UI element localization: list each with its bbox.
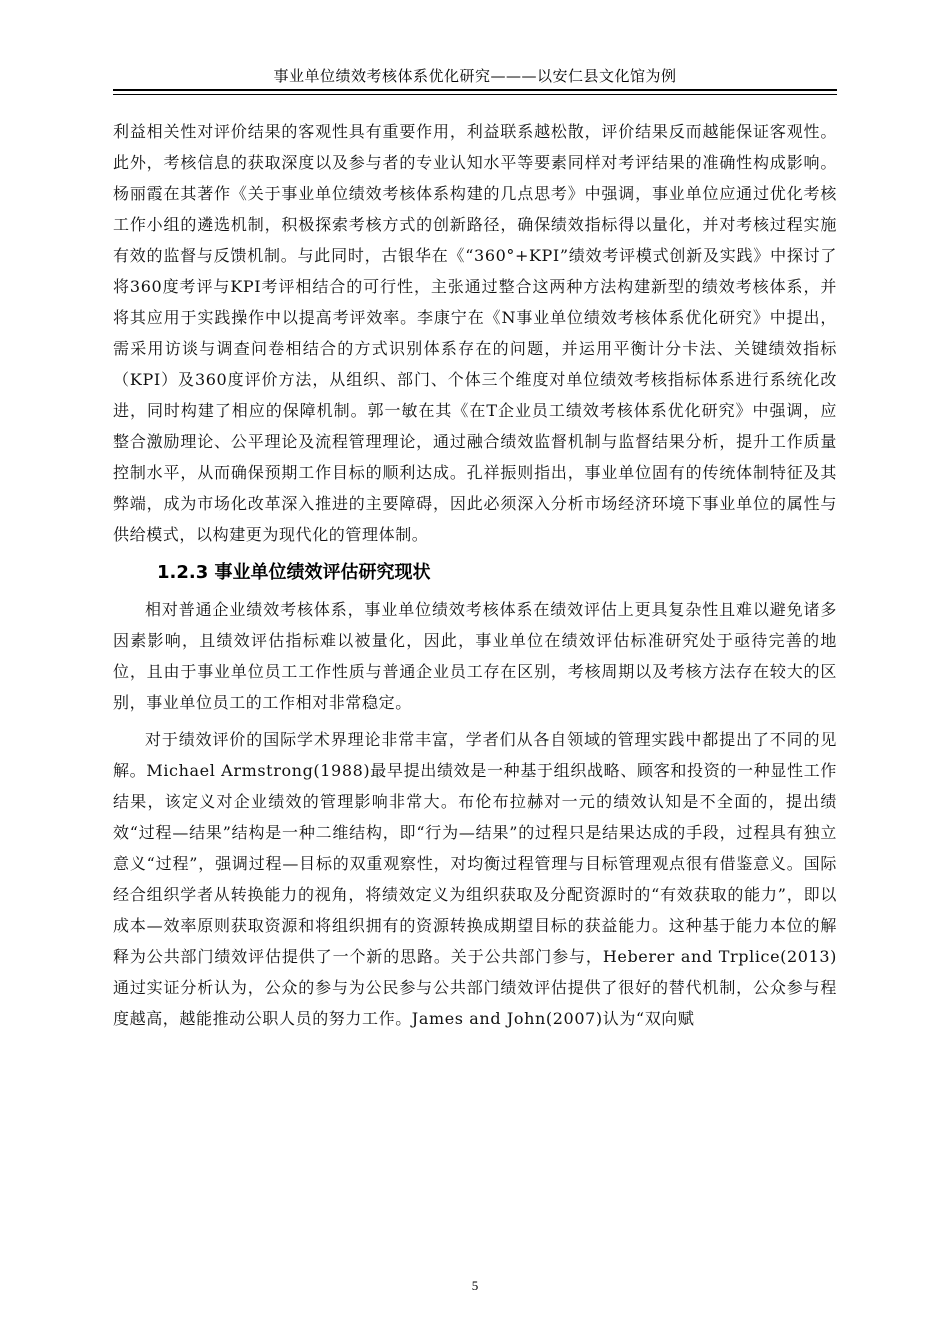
paragraph: 相对普通企业绩效考核体系，事业单位绩效考核体系在绩效评估上更具复杂性且难以避免诸多因素影响，且绩效评估指标难以被量化，因此，事业单位在绩效评估标准研究处于亟待完善的地位，且由于事业单位员工工作性质与普通企业员工存在区别，考核周期以及考核方法存在较大的区别，事业单位员工的工作相对非常稳定。 <box>113 600 837 712</box>
header-rule-thick <box>113 89 837 91</box>
paragraph: 对于绩效评价的国际学术界理论非常丰富，学者们从各自领域的管理实践中都提出了不同的见解。Michael Armstrong(1988)最早提出绩效是一种基于组织战略、顾客和投资的一种显性工作结果，该定义对企业绩效的管理影响非常大。布伦布拉赫对一元的绩效认知是不全面的，提出绩效“过程—结果”结构是一种二维结构，即“行为—结果”的过程只是结果达成的手段，过程具有独立意义“过程”，强调过程—目标的双重观察性，对均衡过程管理与目标管理观点很有借鉴意义。国际经合组织学者从转换能力的视角，将绩效定义为组织获取及分配资源时的“有效获取的能力”，即以成本—效率原则获取资源和将组织拥有的资源转换成期望目标的获益能力。这种基于能力本位的解释为公共部门绩效评估提供了一个新的思路。关于公共部门参与，Heberer and Trplice(2013)通过实证分析认为，公众的参与为公民参与公共部门绩效评估提供了很好的替代机制，公众参与程度越高，越能推动公职人员的努力工作。James and John(2007)认为“双向赋 <box>113 730 837 1028</box>
body-text <box>113 116 837 1034</box>
header-rule-thin <box>113 94 837 95</box>
page-number: 5 <box>471 1278 479 1293</box>
section-heading: 1.2.3 事业单位绩效评估研究现状 <box>157 562 431 583</box>
paragraph: 利益相关性对评价结果的客观性具有重要作用，利益联系越松散，评价结果反而越能保证客观性。此外，考核信息的获取深度以及参与者的专业认知水平等要素同样对考评结果的准确性构成影响。杨丽霞在其著作《关于事业单位绩效考核体系构建的几点思考》中强调，事业单位应通过优化考核工作小组的遴选机制，积极探索考核方式的创新路径，确保绩效指标得以量化，并对考核过程实施有效的监督与反馈机制。与此同时，古银华在《“360°+KPI”绩效考评模式创新及实践》中探讨了将360度考评与KPI考评相结合的可行性，主张通过整合这两种方法构建新型的绩效考核体系，并将其应用于实践操作中以提高考评效率。李康宁在《N事业单位绩效考核体系优化研究》中提出，需采用访谈与调查问卷相结合的方式识别体系存在的问题，并运用平衡计分卡法、关键绩效指标（KPI）及360度评价方法，从组织、部门、个体三个维度对单位绩效考核指标体系进行系统化改进，同时构建了相应的保障机制。郭一敏在其《在T企业员工绩效考核体系优化研究》中强调，应整合激励理论、公平理论及流程管理理论，通过融合绩效监督机制与监督结果分析，提升工作质量控制水平，从而确保预期工作目标的顺利达成。孔祥振则指出，事业单位固有的传统体制特征及其弊端，成为市场化改革深入推进的主要障碍，因此必须深入分析市场经济环境下事业单位的属性与供给模式，以构建更为现代化的管理体制。 <box>113 122 837 544</box>
running-header: 事业单位绩效考核体系优化研究———以安仁县文化馆为例 <box>273 67 677 85</box>
